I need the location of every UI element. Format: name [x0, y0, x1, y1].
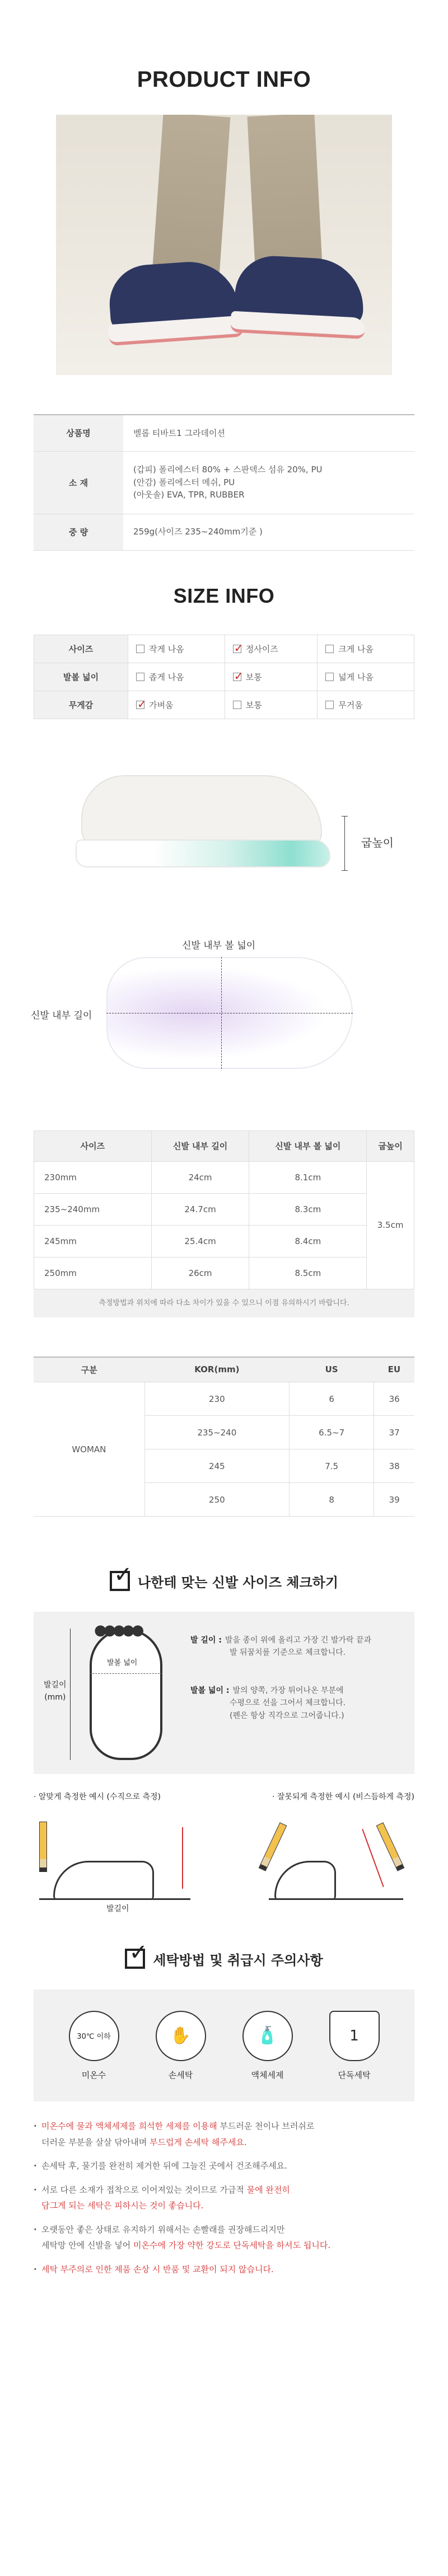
- material-line: (갑피) 폴리에스터 80% + 스판덱스 섬유 20%, PU: [133, 464, 323, 475]
- shoe-right: [234, 254, 366, 328]
- info-row: [34, 451, 414, 514]
- inner-width-label: 신발 내부 볼 넓이: [182, 940, 256, 951]
- baseline: [39, 1898, 190, 1900]
- care-warning: · 세탁 부주의로 인한 제품 손상 시 반품 및 교환이 되지 않습니다.: [34, 2261, 414, 2278]
- measure-header: 사이즈: [34, 1130, 152, 1161]
- size-check-table: [34, 635, 414, 719]
- size-guide-box: [34, 1612, 414, 1774]
- info-row: [34, 514, 414, 550]
- size-conversion-table: [34, 1357, 414, 1517]
- checkbox: [136, 645, 144, 653]
- foot-length-marker: [70, 1629, 71, 1760]
- foot-side-icon: [53, 1861, 154, 1900]
- example-titles: [34, 1791, 414, 1802]
- check-key: 무게감: [34, 691, 128, 719]
- bottom-spacer: [0, 2285, 448, 2307]
- measure-cell: 230mm: [34, 1161, 152, 1193]
- conv-header: US: [290, 1357, 374, 1382]
- check-option: ✓ 정사이즈: [225, 635, 318, 663]
- care-note: · 오랫동안 좋은 상태로 유지하기 위해서는 손빨래를 권장해드리지만 세탁망 안에 신발을 넣어 미온수에 가장 약한 강도로 단독세탁을 하셔도 됩니다.: [34, 2222, 414, 2254]
- checkbox: [325, 701, 334, 709]
- conv-cell: 245: [144, 1449, 289, 1483]
- care-label: 단독세탁: [338, 2070, 371, 2080]
- check-option: 무거움: [318, 691, 414, 719]
- check-option: 넓게 나옴: [318, 663, 414, 691]
- check-option: 크게 나옴: [318, 635, 414, 663]
- pencil-icon: [39, 1822, 47, 1872]
- measure-cell: 8.4cm: [249, 1225, 367, 1257]
- care-note: · 손세탁 후, 물기를 완전히 제거한 뒤에 그늘진 곳에서 건조해주세요.: [34, 2158, 414, 2174]
- info-row: [34, 415, 414, 451]
- size-guide-title: 나한테 맞는 신발 사이즈 체크하기: [138, 1574, 338, 1590]
- info-value: 벨롭 티바트1 그라데이션: [123, 415, 414, 451]
- care-note: · 서로 다른 소재가 접착으로 이어져있는 것이므로 가급적 물에 완전히 담그게 되는 세탁은 피하시는 것이 좋습니다.: [34, 2182, 414, 2214]
- check-key: 발볼 넓이: [34, 663, 128, 691]
- conv-group: WOMAN: [34, 1382, 144, 1517]
- foot-width-marker: [90, 1673, 162, 1674]
- info-value: [123, 451, 414, 514]
- measure-cell: 250mm: [34, 1257, 152, 1289]
- conv-cell: 36: [374, 1382, 414, 1416]
- checkbox: [233, 701, 241, 709]
- measure-cell: 8.1cm: [249, 1161, 367, 1193]
- care-item: [58, 2011, 130, 2081]
- foot-side-icon: [274, 1861, 336, 1900]
- shoe-sole: [76, 839, 330, 867]
- conv-cell: 230: [144, 1382, 289, 1416]
- shoe-bottom-view: [0, 918, 448, 1102]
- measure-header: 신발 내부 길이: [151, 1130, 249, 1161]
- detergent-icon: 🧴: [242, 2011, 293, 2061]
- pencil-icon: [376, 1822, 405, 1871]
- shoe-upper: [81, 775, 322, 848]
- info-key: 중 량: [34, 514, 123, 550]
- foot-length-label: 발길이 (mm): [44, 1681, 67, 1702]
- checkbox: [325, 673, 334, 681]
- measure-line: [362, 1829, 384, 1887]
- care-guide-heading: [0, 1942, 448, 1976]
- checkbox-checked: [233, 673, 241, 681]
- care-label: 미온수: [81, 2070, 106, 2080]
- shoe-left: [107, 259, 240, 335]
- conv-header: KOR(mm): [144, 1357, 289, 1382]
- measurement-table: [34, 1130, 414, 1289]
- info-value: 259g(사이즈 235~240mm기준 ): [123, 514, 414, 550]
- conv-cell: 37: [374, 1416, 414, 1449]
- care-item: [144, 2011, 217, 2081]
- hand-wash-icon: ✋: [156, 2011, 206, 2061]
- product-info-table: [34, 414, 414, 551]
- conv-header: 구분: [34, 1357, 144, 1382]
- inner-length-label: 신발 내부 길이: [31, 1010, 92, 1021]
- measure-cell: 8.3cm: [249, 1193, 367, 1225]
- measure-cell: 24.7cm: [151, 1193, 249, 1225]
- correct-example-label: · 알맞게 측정한 예시 (수직으로 측정): [34, 1793, 161, 1801]
- care-icons-box: [34, 1990, 414, 2101]
- conv-cell: 39: [374, 1483, 414, 1517]
- check-row: [34, 663, 414, 691]
- care-item: [231, 2011, 304, 2081]
- conv-cell: 8: [290, 1483, 374, 1517]
- conv-cell: 250: [144, 1483, 289, 1517]
- checkbox-checked: [136, 701, 144, 709]
- wrong-example-label: · 잘못되게 측정한 예시 (비스듬하게 측정): [272, 1793, 414, 1801]
- check-row: [34, 691, 414, 719]
- table-row: [34, 1161, 414, 1193]
- measure-header: 굽높이: [367, 1130, 414, 1161]
- checkbox: [325, 645, 334, 653]
- check-option: 작게 나옴: [128, 635, 225, 663]
- foot-icon: [90, 1629, 162, 1760]
- material-line: (아웃솔) EVA, TPR, RUBBER: [133, 490, 245, 500]
- check-option: 보통: [225, 691, 318, 719]
- inner-width-marker: [221, 957, 222, 1069]
- care-notes: [34, 2118, 414, 2277]
- conv-header: EU: [374, 1357, 414, 1382]
- table-row: [34, 1225, 414, 1257]
- check-option: ✓ 가벼움: [128, 691, 225, 719]
- foot-length-arrow-label: 발길이: [106, 1904, 129, 1913]
- checkbox-checked: [233, 645, 241, 653]
- table-row: [34, 1257, 414, 1289]
- measure-header: 신발 내부 볼 넓이: [249, 1130, 367, 1161]
- conv-cell: 6: [290, 1382, 374, 1416]
- heel-height-marker: [344, 816, 345, 871]
- check-option: ✓ 보통: [225, 663, 318, 691]
- measurement-note: 측정방법과 위치에 따라 다소 차이가 있을 수 있으니 이점 유의하시기 바랍니다.: [34, 1289, 414, 1317]
- shoe-side-view: [0, 750, 448, 912]
- check-option: 좁게 나옴: [128, 663, 225, 691]
- conv-cell: 235~240: [144, 1416, 289, 1449]
- measure-cell: 245mm: [34, 1225, 152, 1257]
- conv-cell: 7.5: [290, 1449, 374, 1483]
- product-info-title: PRODUCT INFO: [137, 67, 311, 92]
- check-key: 사이즈: [34, 635, 128, 663]
- single-wash-icon: 1: [329, 2011, 380, 2061]
- product-photo: [56, 115, 392, 375]
- measure-cell: 8.5cm: [249, 1257, 367, 1289]
- baseline: [269, 1898, 403, 1900]
- measure-cell: 235~240mm: [34, 1193, 152, 1225]
- care-note: · 미온수에 물과 액체세제를 희석한 세제를 이용해 부드러운 천이나 브러쉬로 더러운 부분을 살살 닦아내며 부드럽게 손세탁 해주세요.: [34, 2118, 414, 2150]
- measure-cell: 25.4cm: [151, 1225, 249, 1257]
- care-label: 손세탁: [168, 2070, 193, 2080]
- care-label: 액체세제: [251, 2070, 284, 2080]
- care-guide-title: 세탁방법 및 취급시 주의사항: [153, 1952, 323, 1968]
- info-key: 상품명: [34, 415, 123, 451]
- measure-examples: [34, 1810, 414, 1911]
- measure-line: [182, 1827, 183, 1889]
- width-description: 발볼 넓이 : 발의 양쪽, 가장 튀어나온 부분에 수평으로 선을 그어서 체크합니다. (펜은 항상 직각으로 그어줍니다.): [190, 1686, 346, 1720]
- material-line: (안감) 폴리에스터 메쉬, PU: [133, 477, 235, 487]
- table-row: [34, 1193, 414, 1225]
- checkbox-icon: [125, 1949, 145, 1969]
- conv-cell: 6.5~7: [290, 1416, 374, 1449]
- heel-height-label: 굽높이: [361, 836, 394, 850]
- toes-icon: ●●●●●: [94, 1622, 141, 1639]
- care-item: [318, 2011, 391, 2081]
- measure-cell: 26cm: [151, 1257, 249, 1289]
- checkbox: [136, 673, 144, 681]
- wash-30-icon: 30℃ 이하: [69, 2011, 119, 2061]
- heel-height-cell: 3.5cm: [367, 1161, 414, 1289]
- info-key: 소 재: [34, 451, 123, 514]
- size-guide-heading: [0, 1564, 448, 1598]
- conv-cell: 38: [374, 1449, 414, 1483]
- foot-width-label: 발볼 넓이: [105, 1657, 139, 1667]
- table-row: [34, 1382, 414, 1416]
- size-info-title: SIZE INFO: [173, 584, 275, 607]
- length-description: 발 길이 : 발을 종이 위에 올리고 가장 긴 발가락 끝과 발 뒤꿈치를 기준으로 체크합니다.: [190, 1636, 371, 1658]
- measure-cell: 24cm: [151, 1161, 249, 1193]
- checkbox-icon: [110, 1571, 130, 1591]
- pencil-icon: [259, 1822, 287, 1871]
- check-row: [34, 635, 414, 663]
